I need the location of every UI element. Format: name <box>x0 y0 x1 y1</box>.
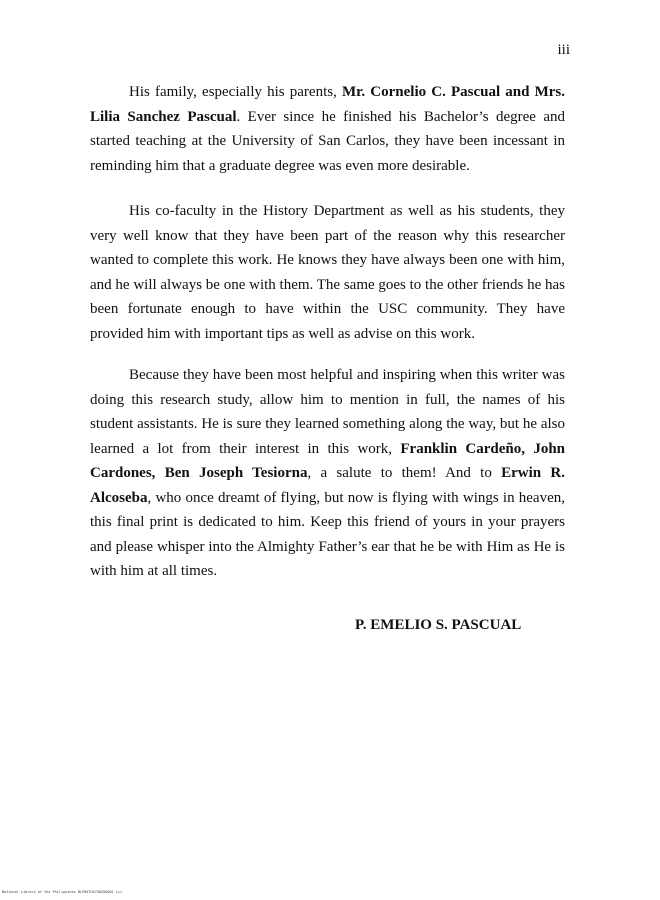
acknowledgement-paragraph-3 <box>90 363 565 584</box>
paragraph-text: Because they have been most helpful and inspiring when this writer was doing this research study, allow him to mention in full, the names of his student assistants. He is sure they learned something along the way, but he also learned a lot from their interest in this work, <box>90 367 565 457</box>
paragraph-text: , a salute to them! And to <box>307 465 502 481</box>
dedicatee-name: Erwin R. Alcoseba <box>90 465 566 506</box>
page-number: iii <box>557 42 570 58</box>
acknowledgement-paragraph-2 <box>90 199 565 346</box>
library-footer-stamp: National Library of the Philippines NLP00TH4750Z00001 iii <box>2 890 123 894</box>
student-assistant-names: Franklin Cardeño, John Cardones, Ben Joseph Tesiorna <box>90 440 565 481</box>
paragraph-text: , who once dreamt of flying, but now is flying with wings in heaven, this final print is dedicated to him. Keep this friend of yours in your prayers and please whisper into the Almighty Father’s ear that he be with Him as He is with him at all times. <box>90 489 565 579</box>
author-signature: P. EMELIO S. PASCUAL <box>355 617 522 633</box>
paragraph-text: His family, especially his parents, <box>129 84 342 100</box>
paragraph-text: . Ever since he finished his Bachelor’s degree and started teaching at the University of San Carlos, they have been incessant in reminding him that a graduate degree was even more desirable. <box>90 108 565 174</box>
paragraph-text: His co-faculty in the History Department as well as his students, they very well know that they have been part of the reason why this researcher wanted to complete this work. He knows they have always been one with him, and he will always be one with them. The same goes to the other friends he has been fortunate enough to have within the USC community. They have provided him with important tips as well as advise on this work. <box>90 203 566 342</box>
acknowledgement-paragraph-1 <box>90 80 565 178</box>
parents-names: Mr. Cornelio C. Pascual and Mrs. Lilia Sanchez Pascual <box>90 84 565 125</box>
